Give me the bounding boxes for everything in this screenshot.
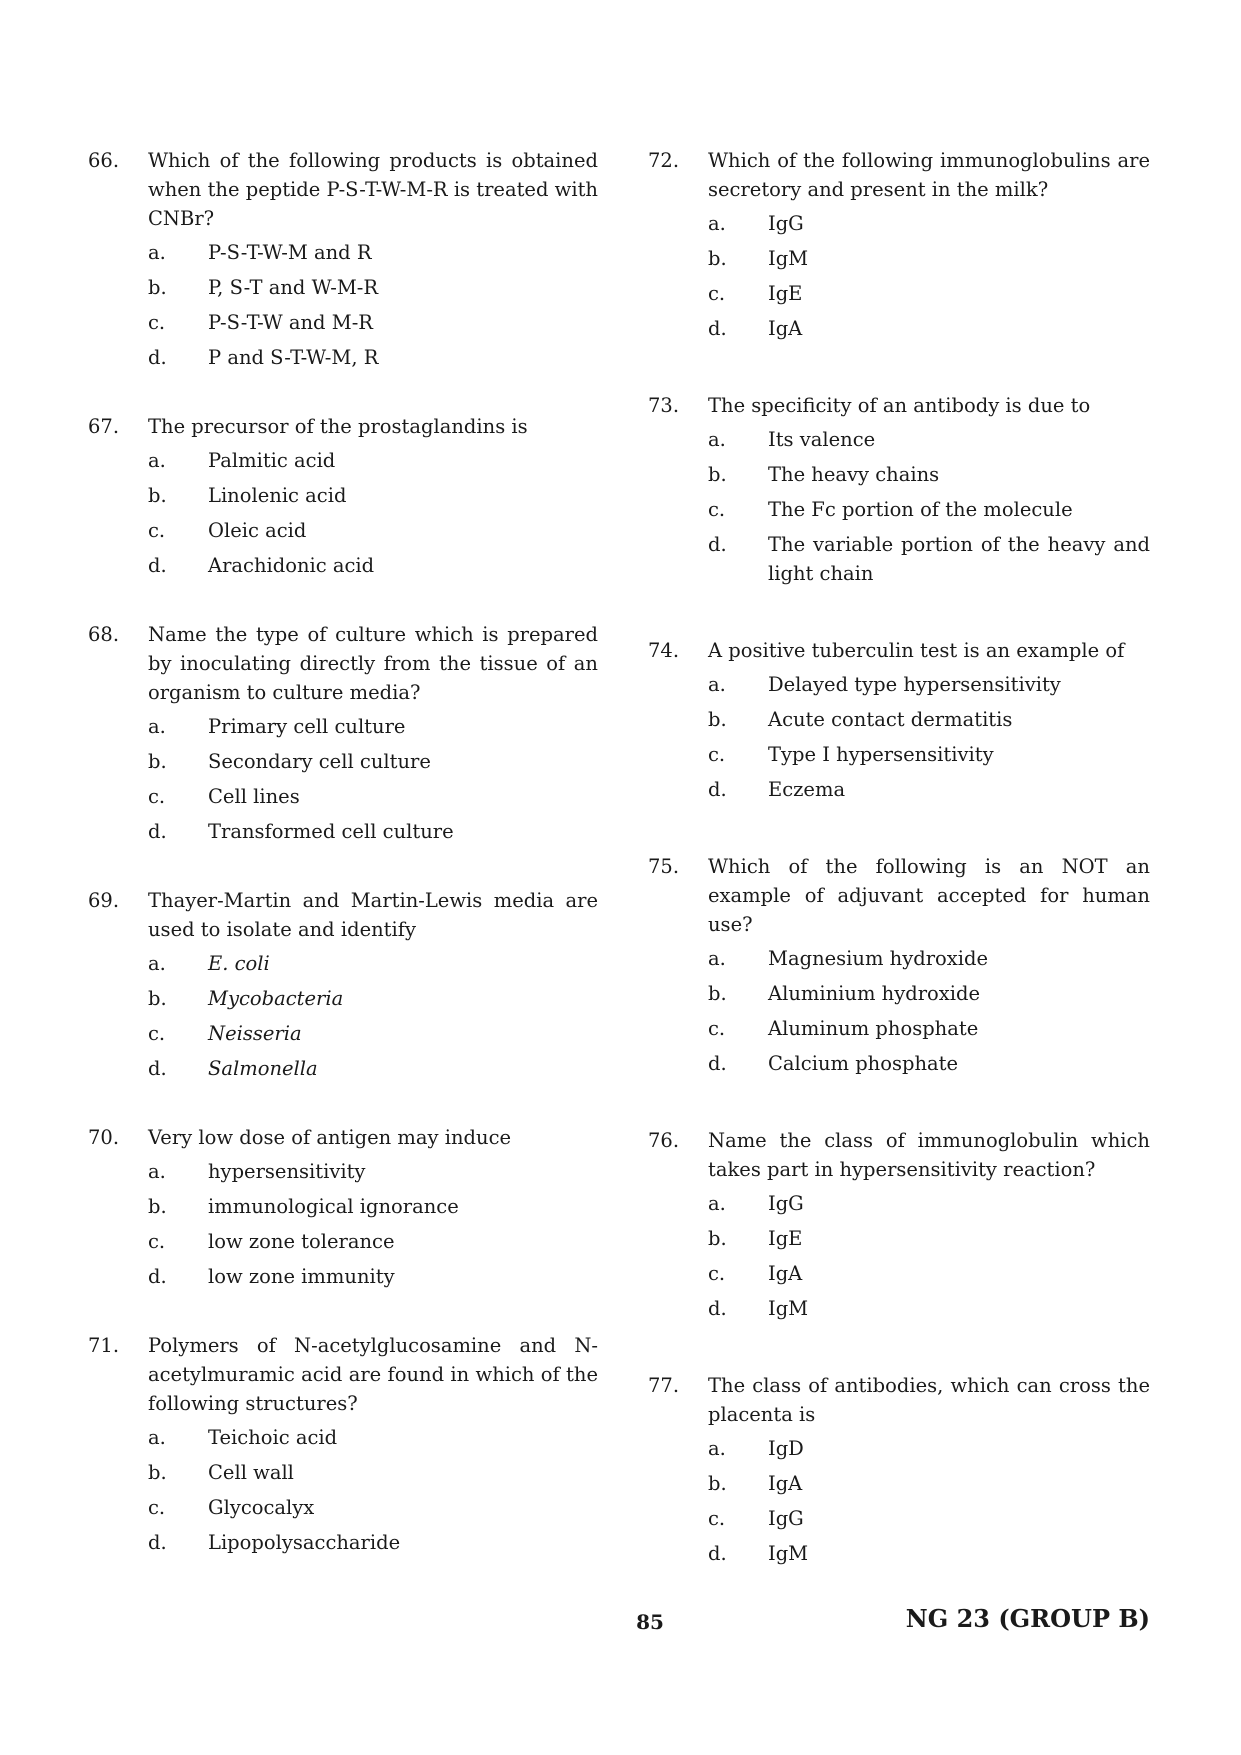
question-number: 73. [648, 394, 680, 417]
question-72 [648, 146, 1150, 343]
option-a: a. Its valence [708, 428, 876, 451]
question-text: The class of antibodies, which can cross the placenta is [708, 1374, 1150, 1426]
option-a: a. hypersensitivity [148, 1160, 366, 1183]
option-b: b. IgM [708, 247, 809, 270]
question-68 [88, 620, 598, 846]
question-text: Very low dose of antigen may induce [148, 1126, 512, 1149]
question-text: Which of the following products is obtained when the peptide P-S-T-W-M-R is treated with CNBr? [148, 149, 598, 230]
option-b: b. immunological ignorance [148, 1195, 459, 1218]
option-d: d. P and S-T-W-M, R [148, 346, 379, 369]
question-67 [88, 412, 598, 580]
option-d: d. Transformed cell culture [148, 820, 454, 843]
option-d: d. Lipopolysaccharide [148, 1531, 401, 1554]
paper-code: NG 23 (GROUP B) [905, 1604, 1150, 1633]
option-c: c. low zone tolerance [148, 1230, 395, 1253]
question-text: Thayer-Martin and Martin-Lewis media are used to isolate and identify [148, 889, 598, 941]
question-number: 67. [88, 415, 120, 438]
option-b: b. IgA [708, 1472, 803, 1495]
option-d: d. IgA [708, 317, 803, 340]
question-76 [648, 1126, 1150, 1323]
question-number: 69. [88, 889, 120, 912]
option-c: c. Glycocalyx [148, 1496, 315, 1519]
option-c: c. IgA [708, 1262, 803, 1285]
option-b: b. P, S-T and W-M-R [148, 276, 379, 299]
question-number: 75. [648, 855, 680, 878]
option-d: d. Eczema [708, 778, 846, 801]
option-b: b. Acute contact dermatitis [708, 708, 1013, 731]
option-c: c. Aluminum phosphate [708, 1017, 979, 1040]
question-text: A positive tuberculin test is an example of [708, 639, 1125, 662]
option-d: d. IgM [708, 1542, 809, 1565]
option-a: a. Delayed type hypersensitivity [708, 673, 1061, 696]
option-a: a. Primary cell culture [148, 715, 406, 738]
option-c: c. Neisseria [148, 1022, 302, 1045]
option-c: c. Oleic acid [148, 519, 307, 542]
option-d: d. Arachidonic acid [148, 554, 375, 577]
option-b: b. Mycobacteria [148, 987, 344, 1010]
option-c: c. Type I hypersensitivity [708, 743, 994, 766]
question-number: 77. [648, 1374, 680, 1397]
question-text: Polymers of N-acetylglucosamine and N-acetylmuramic acid are found in which of the following structures? [148, 1334, 598, 1415]
question-text: Name the class of immunoglobulin which takes part in hypersensitivity reaction? [708, 1129, 1150, 1181]
option-a: a. Teichoic acid [148, 1426, 338, 1449]
question-number: 71. [88, 1334, 120, 1357]
question-73 [648, 391, 1150, 588]
question-number: 70. [88, 1126, 120, 1149]
question-number: 68. [88, 623, 120, 646]
option-a: a. IgG [708, 1192, 804, 1215]
option-c: c. Cell lines [148, 785, 300, 808]
option-d: d. low zone immunity [148, 1265, 395, 1288]
option-a: a. E. coli [148, 952, 270, 975]
option-b: b. Linolenic acid [148, 484, 347, 507]
option-a: a. P-S-T-W-M and R [148, 241, 372, 264]
option-b: b. Secondary cell culture [148, 750, 431, 773]
option-d: d. The variable portion of the heavy and light chain [708, 533, 1150, 585]
left-column [88, 146, 598, 1563]
question-text: Which of the following is an NOT an example of adjuvant accepted for human use? [708, 855, 1150, 936]
question-text: The precursor of the prostaglandins is [148, 415, 528, 438]
option-b: b. Aluminium hydroxide [708, 982, 981, 1005]
question-69 [88, 886, 598, 1083]
option-c: c. IgG [708, 1507, 804, 1530]
question-number: 76. [648, 1129, 680, 1152]
option-b: b. Cell wall [148, 1461, 294, 1484]
question-text: Name the type of culture which is prepared by inoculating directly from the tissue of an organism to culture media? [148, 623, 598, 704]
option-d: d. IgM [708, 1297, 809, 1320]
right-column [648, 146, 1150, 1574]
option-d: d. Salmonella [148, 1057, 318, 1080]
question-text: Which of the following immunoglobulins are secretory and present in the milk? [708, 149, 1150, 201]
question-66 [88, 146, 598, 372]
question-75 [648, 852, 1150, 1078]
option-c: c. The Fc portion of the molecule [708, 498, 1073, 521]
option-b: b. IgE [708, 1227, 803, 1250]
question-number: 74. [648, 639, 680, 662]
option-c: c. P-S-T-W and M-R [148, 311, 373, 334]
question-number: 72. [648, 149, 680, 172]
question-text: The specificity of an antibody is due to [708, 394, 1091, 417]
option-a: a. IgD [708, 1437, 804, 1460]
option-c: c. IgE [708, 282, 803, 305]
option-a: a. Magnesium hydroxide [708, 947, 989, 970]
option-a: a. IgG [708, 212, 804, 235]
question-number: 66. [88, 149, 120, 172]
question-74 [648, 636, 1150, 804]
option-d: d. Calcium phosphate [708, 1052, 959, 1075]
question-77 [648, 1371, 1150, 1568]
option-a: a. Palmitic acid [148, 449, 336, 472]
page-number: 85 [636, 1610, 664, 1634]
question-70 [88, 1123, 598, 1291]
question-71 [88, 1331, 598, 1557]
option-b: b. The heavy chains [708, 463, 940, 486]
